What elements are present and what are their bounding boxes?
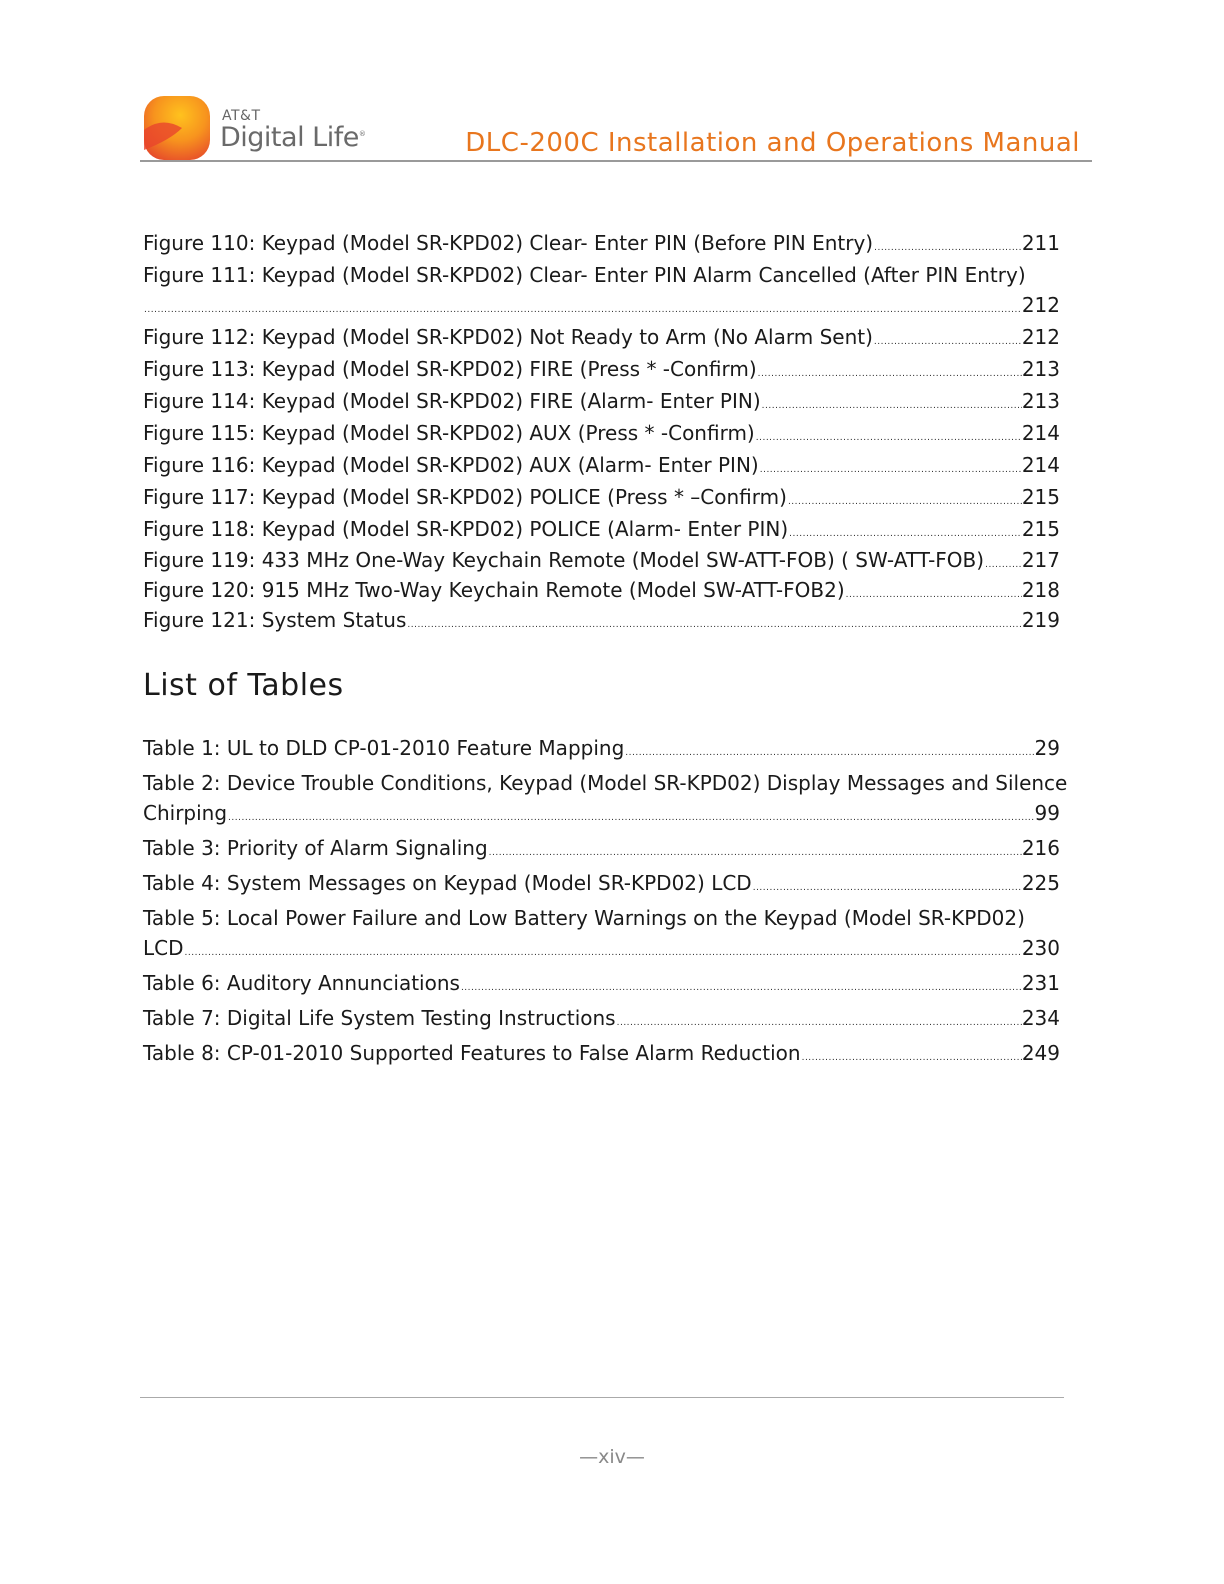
toc-entry-table-8[interactable]: Table 8: CP-01-2010 Supported Features to False Alarm Reduction ..... 249	[143, 1038, 1060, 1073]
toc-entry-figure-119[interactable]: Figure 119: 433 MHz One-Way Keychain Remote (Model SW-ATT-FOB) ( SW-ATT-FOB) ..... 217	[143, 545, 1060, 575]
brand-small-text: AT&T	[222, 108, 261, 124]
toc-entry-table-5[interactable]: Table 5: Local Power Failure and Low Battery Warnings on the Keypad (Model SR-KPD02) LCD ..... 230	[143, 903, 1060, 968]
list-of-tables	[143, 733, 1068, 1073]
toc-entry-figure-121[interactable]: Figure 121: System Status ..... 219	[143, 605, 1060, 635]
toc-entry-table-3[interactable]: Table 3: Priority of Alarm Signaling ..... 216	[143, 833, 1060, 868]
page-header	[140, 92, 1092, 164]
toc-entry-figure-115[interactable]: Figure 115: Keypad (Model SR-KPD02) AUX (Press * -Confirm) ..... 214	[143, 418, 1060, 450]
toc-entry-figure-111[interactable]: Figure 111: Keypad (Model SR-KPD02) Clear- Enter PIN Alarm Cancelled (After PIN Entry) ..... 212	[143, 260, 1060, 322]
document-title: DLC-200C Installation and Operations Manual	[465, 128, 1080, 158]
toc-entry-figure-118[interactable]: Figure 118: Keypad (Model SR-KPD02) POLICE (Alarm- Enter PIN) ..... 215	[143, 514, 1060, 545]
toc-entry-figure-113[interactable]: Figure 113: Keypad (Model SR-KPD02) FIRE (Press * -Confirm) ..... 213	[143, 354, 1060, 386]
toc-entry-figure-110[interactable]: Figure 110: Keypad (Model SR-KPD02) Clear- Enter PIN (Before PIN Entry) ..... 211	[143, 228, 1060, 260]
toc-entry-figure-112[interactable]: Figure 112: Keypad (Model SR-KPD02) Not Ready to Arm (No Alarm Sent) ..... 212	[143, 322, 1060, 354]
list-of-figures	[143, 228, 1060, 635]
toc-entry-table-6[interactable]: Table 6: Auditory Annunciations ..... 231	[143, 968, 1060, 1003]
toc-entry-table-4[interactable]: Table 4: System Messages on Keypad (Model SR-KPD02) LCD ..... 225	[143, 868, 1060, 903]
toc-entry-table-2[interactable]: Table 2: Device Trouble Conditions, Keypad (Model SR-KPD02) Display Messages and Silence Chirping ..... 99	[143, 768, 1060, 833]
header-divider	[140, 160, 1092, 162]
toc-entry-table-7[interactable]: Table 7: Digital Life System Testing Instructions ..... 234	[143, 1003, 1060, 1038]
list-of-tables-heading: List of Tables	[143, 668, 344, 703]
att-digital-life-logo-icon	[142, 94, 212, 162]
brand-name: Digital Life®	[220, 122, 366, 153]
toc-entry-figure-117[interactable]: Figure 117: Keypad (Model SR-KPD02) POLICE (Press * –Confirm) ..... 215	[143, 482, 1060, 514]
toc-entry-figure-116[interactable]: Figure 116: Keypad (Model SR-KPD02) AUX (Alarm- Enter PIN) ..... 214	[143, 450, 1060, 482]
toc-entry-figure-120[interactable]: Figure 120: 915 MHz Two-Way Keychain Remote (Model SW-ATT-FOB2) ..... 218	[143, 575, 1060, 605]
toc-entry-table-1[interactable]: Table 1: UL to DLD CP-01-2010 Feature Mapping ..... 29	[143, 733, 1060, 768]
page-number: —xiv—	[579, 1446, 645, 1468]
toc-entry-figure-114[interactable]: Figure 114: Keypad (Model SR-KPD02) FIRE (Alarm- Enter PIN) ..... 213	[143, 386, 1060, 418]
footer-divider	[140, 1397, 1064, 1398]
